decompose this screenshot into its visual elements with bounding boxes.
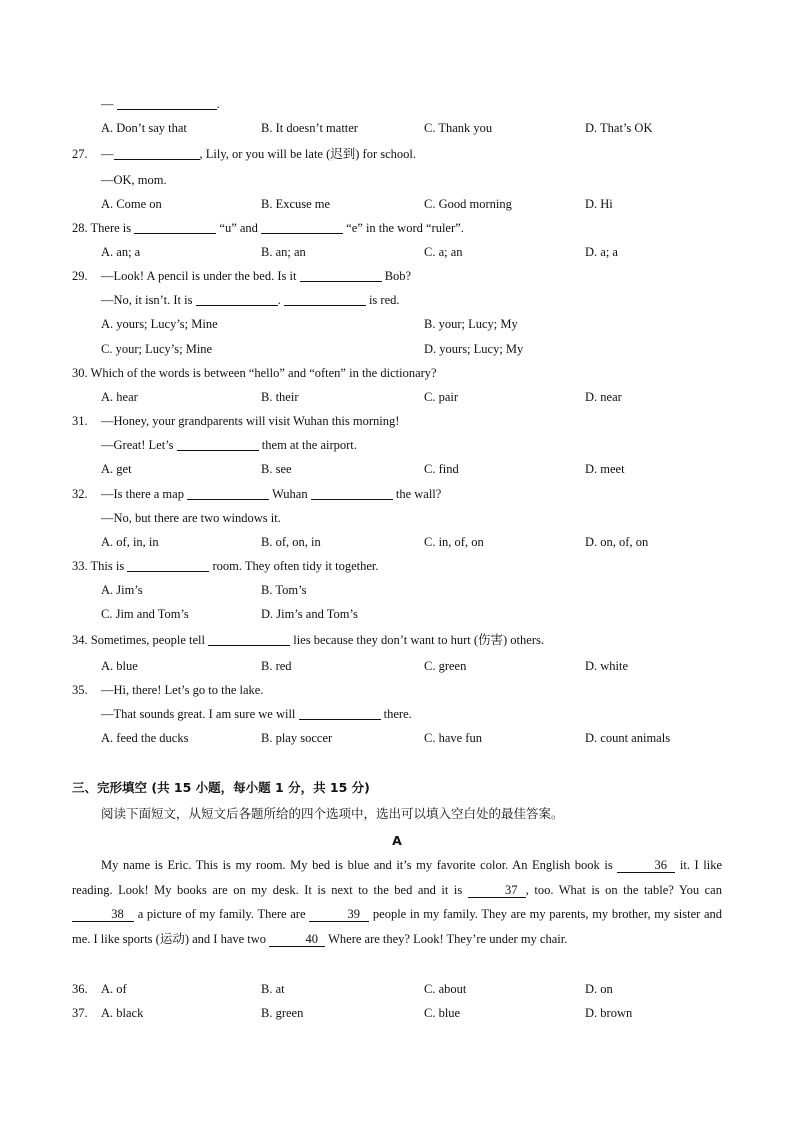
q27-option-c[interactable]: C. Good morning xyxy=(424,197,512,211)
q37-option-a[interactable]: A. black xyxy=(101,1006,144,1020)
q26-option-d[interactable]: D. That’s OK xyxy=(585,121,653,135)
q32-option-a[interactable]: A. of, in, in xyxy=(101,535,159,549)
q33-option-b[interactable]: B. Tom’s xyxy=(261,583,307,597)
q31-option-d[interactable]: D. meet xyxy=(585,462,625,476)
q26-line: — . xyxy=(101,97,220,111)
q28-option-b[interactable]: B. an; an xyxy=(261,245,306,259)
q29-reply xyxy=(0,291,794,309)
q30-option-b[interactable]: B. their xyxy=(261,390,299,404)
q32-stem xyxy=(0,485,794,503)
q26-options xyxy=(0,119,794,137)
section-3-instruction xyxy=(0,805,794,823)
answer-blank xyxy=(177,437,259,451)
q35-line: —Hi, there! Let’s go to the lake. xyxy=(101,683,264,697)
q30-option-d[interactable]: D. near xyxy=(585,390,622,404)
q36-option-b[interactable]: B. at xyxy=(261,982,285,996)
q28-line: 28. There is “u” and “e” in the word “ruler”. xyxy=(72,221,464,235)
q27-option-a[interactable]: A. Come on xyxy=(101,197,162,211)
q29-option-c[interactable]: C. your; Lucy’s; Mine xyxy=(101,342,213,356)
q29-reply-line: —No, it isn’t. It is . is red. xyxy=(101,293,400,307)
q34-line: 34. Sometimes, people tell lies because they don’t want to hurt (伤害) others. xyxy=(72,633,544,647)
q37-options xyxy=(0,1004,794,1022)
q27-reply xyxy=(0,171,794,189)
question-number: 36. xyxy=(72,982,88,996)
answer-blank xyxy=(196,292,278,306)
q31-options xyxy=(0,460,794,478)
q30-option-a[interactable]: A. hear xyxy=(101,390,138,404)
dialog-reply: —OK, mom. xyxy=(101,173,167,187)
q29-option-d[interactable]: D. yours; Lucy; My xyxy=(424,342,524,356)
passage-label: A xyxy=(392,833,402,848)
q36-option-a[interactable]: A. of xyxy=(101,982,127,996)
q31-option-b[interactable]: B. see xyxy=(261,462,292,476)
q29-line: —Look! A pencil is under the bed. Is it Bob? xyxy=(101,269,412,283)
q31-option-c[interactable]: C. find xyxy=(424,462,459,476)
answer-blank xyxy=(300,268,382,282)
question-number: 35. xyxy=(72,683,88,697)
cloze-blank-39: 39 xyxy=(309,907,369,922)
q26-option-b[interactable]: B. It doesn’t matter xyxy=(261,121,358,135)
q35-option-b[interactable]: B. play soccer xyxy=(261,731,333,745)
q33-options-row1 xyxy=(0,581,794,599)
q30-options xyxy=(0,388,794,406)
q32-option-b[interactable]: B. of, on, in xyxy=(261,535,321,549)
q26-option-a[interactable]: A. Don’t say that xyxy=(101,121,187,135)
q31-stem xyxy=(0,412,794,430)
q35-option-d[interactable]: D. count animals xyxy=(585,731,671,745)
q29-stem xyxy=(0,267,794,285)
section-3-heading xyxy=(0,779,794,797)
q36-option-d[interactable]: D. on xyxy=(585,982,613,996)
q31-option-a[interactable]: A. get xyxy=(101,462,132,476)
answer-blank xyxy=(114,146,200,160)
instruction-text: 阅读下面短文，从短文后各题所给的四个选项中，选出可以填入空白处的最佳答案。 xyxy=(101,806,564,821)
q30-stem xyxy=(0,364,794,382)
question-number: 31. xyxy=(72,414,88,428)
q34-option-a[interactable]: A. blue xyxy=(101,659,138,673)
answer-blank xyxy=(187,486,269,500)
q27-options xyxy=(0,195,794,213)
cloze-blank-37: 37 xyxy=(468,883,526,898)
q29-option-b[interactable]: B. your; Lucy; My xyxy=(424,317,518,331)
answer-blank xyxy=(117,96,217,110)
cloze-blank-38: 38 xyxy=(72,907,134,922)
q28-option-d[interactable]: D. a; a xyxy=(585,245,618,259)
answer-blank xyxy=(127,558,209,572)
q35-reply-line: —That sounds great. I am sure we will there. xyxy=(101,707,412,721)
q33-option-d[interactable]: D. Jim’s and Tom’s xyxy=(261,607,358,621)
q35-stem xyxy=(0,681,794,699)
q28-stem xyxy=(0,219,794,237)
q35-options xyxy=(0,729,794,747)
q32-line: —Is there a map Wuhan the wall? xyxy=(101,487,442,501)
answer-blank xyxy=(261,220,343,234)
q28-option-a[interactable]: A. an; a xyxy=(101,245,141,259)
q34-option-d[interactable]: D. white xyxy=(585,659,629,673)
q29-options-row1 xyxy=(0,315,794,333)
answer-blank xyxy=(134,220,216,234)
cloze-blank-36: 36 xyxy=(617,858,675,873)
q32-option-c[interactable]: C. in, of, on xyxy=(424,535,484,549)
q37-option-d[interactable]: D. brown xyxy=(585,1006,633,1020)
q36-option-c[interactable]: C. about xyxy=(424,982,467,996)
question-number: 29. xyxy=(72,269,88,283)
cloze-passage: My name is Eric. This is my room. My bed is blue and it’s my favorite color. An English book is 36 it. I like reading. Look! My books are on my desk. It is next to the bed and it is 37 , too. What is on the table? You can 38 a picture of my family. There are 39 people in my family. They are my parents, my brother, my sister and me. I like sports (运动) and I have two 40 Where are they? Look! They’re under my chair. xyxy=(72,858,723,946)
q28-option-c[interactable]: C. a; an xyxy=(424,245,463,259)
q26-option-c[interactable]: C. Thank you xyxy=(424,121,493,135)
q27-stem xyxy=(0,145,794,163)
q33-line: 33. This is room. They often tidy it together. xyxy=(72,559,379,573)
q28-options xyxy=(0,243,794,261)
q36-options xyxy=(0,980,794,998)
q32-option-d[interactable]: D. on, of, on xyxy=(585,535,649,549)
q33-options-row2 xyxy=(0,605,794,623)
cloze-blank-40: 40 xyxy=(269,932,325,947)
passage-label-row xyxy=(0,832,794,850)
q31-line: —Honey, your grandparents will visit Wuhan this morning! xyxy=(101,414,400,428)
dialog-reply: —No, but there are two windows it. xyxy=(101,511,281,525)
q35-option-a[interactable]: A. feed the ducks xyxy=(101,731,189,745)
question-number: 27. xyxy=(72,147,88,161)
q27-option-d[interactable]: D. Hi xyxy=(585,197,613,211)
q34-stem xyxy=(0,631,794,649)
q35-reply xyxy=(0,705,794,723)
answer-blank xyxy=(299,706,381,720)
q33-option-c[interactable]: C. Jim and Tom’s xyxy=(101,607,189,621)
q34-options xyxy=(0,657,794,675)
q34-option-c[interactable]: C. green xyxy=(424,659,467,673)
q31-reply-line: —Great! Let’s them at the airport. xyxy=(101,438,357,452)
q29-options-row2 xyxy=(0,340,794,358)
q26-stem xyxy=(0,95,794,113)
q27-line: — , Lily, or you will be late (迟到) for school. xyxy=(101,147,417,161)
q27-option-b[interactable]: B. Excuse me xyxy=(261,197,331,211)
q32-reply xyxy=(0,509,794,527)
question-number: 32. xyxy=(72,487,88,501)
q31-reply xyxy=(0,436,794,454)
answer-blank xyxy=(311,486,393,500)
q33-stem xyxy=(0,557,794,575)
section-title: 三、完形填空 (共 15 小题，每小题 1 分，共 15 分) xyxy=(72,780,370,795)
q37-option-b[interactable]: B. green xyxy=(261,1006,304,1020)
q35-option-c[interactable]: C. have fun xyxy=(424,731,482,745)
q30-text: 30. Which of the words is between “hello” and “often” in the dictionary? xyxy=(72,366,437,380)
answer-blank xyxy=(208,632,290,646)
q29-option-a[interactable]: A. yours; Lucy’s; Mine xyxy=(101,317,218,331)
q30-option-c[interactable]: C. pair xyxy=(424,390,459,404)
q33-option-a[interactable]: A. Jim’s xyxy=(101,583,143,597)
question-number: 37. xyxy=(72,1006,88,1020)
q32-options xyxy=(0,533,794,551)
answer-blank xyxy=(284,292,366,306)
q34-option-b[interactable]: B. red xyxy=(261,659,292,673)
q37-option-c[interactable]: C. blue xyxy=(424,1006,461,1020)
